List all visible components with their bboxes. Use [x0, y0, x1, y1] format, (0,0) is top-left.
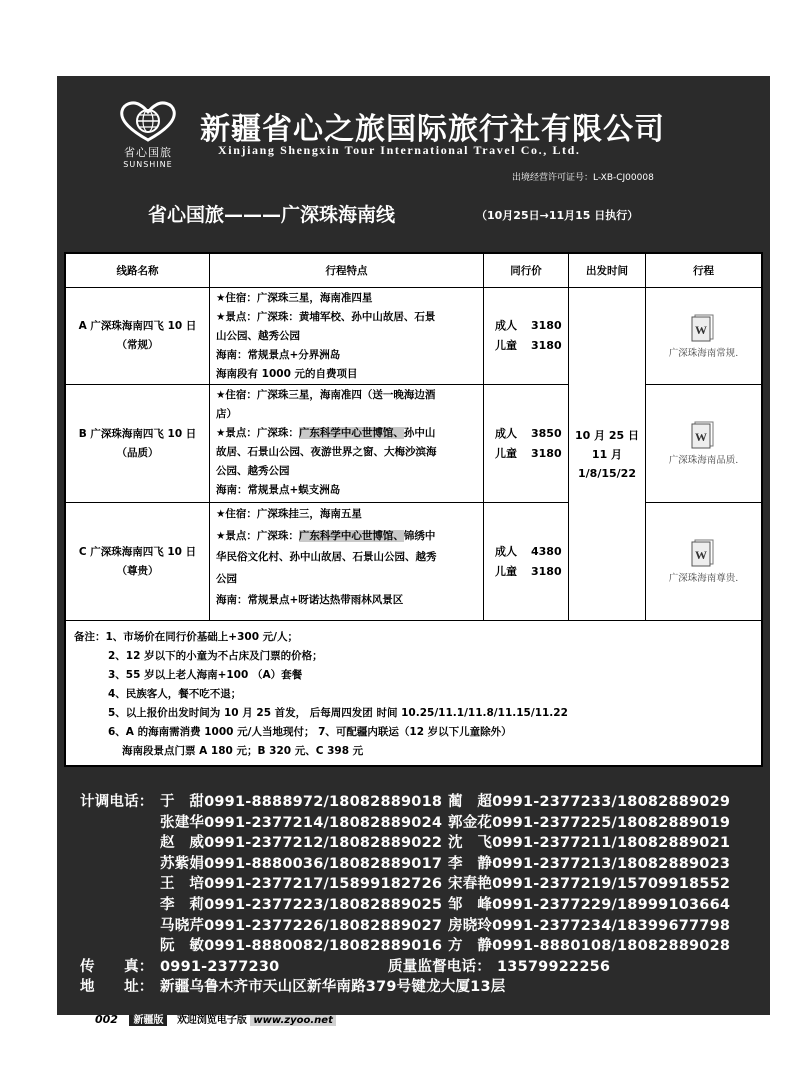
contact-entry: 邹 峰0991-2377229/18999103664	[448, 896, 731, 913]
doc-label[interactable]: 广深珠海南常规.	[668, 347, 739, 359]
route-title: 省心国旅———广深珠海南线	[148, 204, 396, 226]
adult-label: 成人	[495, 319, 517, 332]
company-logo	[115, 100, 181, 169]
route-c-title: C 广深珠海南四飞 10 日	[78, 545, 197, 558]
note-line: 5、以上报价出发时间为 10 月 25 首发， 后每周四发团 时间 10.25/11.1/11.8/11.15/11.22	[108, 707, 568, 719]
route-b-tier: （品质）	[116, 446, 159, 459]
contact-entry: 苏紫娟0991-8880036/18082889017	[160, 855, 443, 872]
departure-dates	[569, 288, 646, 621]
adult-price: 4380	[531, 544, 562, 558]
highlighted-attraction: 广东科学中心世博馆、	[298, 427, 404, 439]
contact-entry: 李 莉0991-2377223/18082889025	[160, 896, 443, 913]
route-a-tier: （常规）	[116, 339, 159, 351]
feature-text: 锦绣中	[403, 529, 436, 542]
adult-label: 成人	[495, 544, 517, 558]
route-b-feature-line: 公园、越秀公园	[216, 465, 290, 477]
route-b-features	[210, 385, 484, 503]
contact-entry: 赵 威0991-2377212/18082889022	[160, 835, 443, 852]
route-b-feature-line	[216, 424, 477, 443]
feature-text: ★景点：广深珠：	[216, 529, 299, 542]
route-period: （10月25日→11月15 日执行）	[476, 209, 639, 222]
route-a-doc[interactable]	[646, 288, 761, 385]
website-link[interactable]: www.zyoo.net	[250, 1015, 335, 1026]
itinerary-panel	[64, 252, 763, 767]
header-features: 行程特点	[210, 254, 484, 288]
contact-entry: 沈 飞0991-2377211/18082889021	[448, 835, 731, 852]
company-name-en: Xinjiang Shengxin Tour International Travel Co., Ltd.	[218, 143, 581, 157]
route-a-price	[484, 288, 569, 385]
contact-entry: 王 培0991-2377217/15899182726	[160, 876, 443, 893]
supervision-number: 13579922256	[497, 958, 611, 975]
adult-price: 3850	[531, 426, 562, 440]
contact-entry: 房晓玲0991-2377234/18399677798	[448, 917, 731, 934]
word-document-icon[interactable]	[691, 314, 717, 342]
supervision-label: 质量监督电话：	[388, 958, 491, 975]
feature-text: 孙中山	[403, 427, 436, 439]
notes	[74, 628, 568, 761]
word-document-icon[interactable]	[691, 539, 717, 567]
route-a-name	[66, 288, 210, 385]
feature-text: ★景点：广深珠：	[216, 427, 299, 439]
address-text: 新疆乌鲁木齐市天山区新华南路379号键龙大厦13层	[160, 979, 506, 996]
route-a-feature-line: 海南：常规景点+分界洲岛	[216, 349, 341, 361]
note-line: 海南段景点门票 A 180 元；B 320 元、C 398 元	[122, 745, 364, 757]
header-itinerary: 行程	[646, 254, 761, 288]
route-a-feature-line: ★景点：广深珠：黄埔军校、孙中山故居、石景	[216, 311, 436, 323]
route-c-feature-line: 海南：常规景点+呀诺达热带雨林风景区	[216, 594, 404, 606]
logo-en-text: SUNSHINE	[123, 160, 173, 169]
route-c-feature-line: 华民俗文化村、孙中山故居、石景山公园、越秀	[216, 551, 437, 563]
route-c-tier: （尊贵）	[116, 564, 159, 577]
route-c-features	[210, 503, 484, 621]
route-b-doc[interactable]	[646, 385, 761, 503]
header-route-name: 线路名称	[66, 254, 210, 288]
child-price: 3180	[531, 446, 562, 460]
svg-text:W: W	[694, 322, 707, 337]
route-b-price	[484, 385, 569, 503]
header-peer-price: 同行价	[484, 254, 569, 288]
adult-label: 成人	[495, 426, 517, 440]
route-b-name	[66, 385, 210, 503]
child-label: 儿童	[495, 446, 517, 460]
contact-entry: 蔺 超0991-2377233/18082889029	[448, 794, 731, 810]
child-label: 儿童	[495, 339, 517, 352]
contact-entry: 郭金花0991-2377225/18082889019	[448, 814, 731, 831]
contact-entry: 马晓芹0991-2377226/18082889027	[160, 917, 443, 934]
route-c-feature-line	[216, 526, 477, 548]
route-c-price	[484, 503, 569, 621]
departure-line: 11 月	[591, 447, 623, 461]
heart-globe-logo-icon	[118, 100, 178, 142]
page-footer	[95, 1011, 336, 1026]
note-line: 4、民族客人，餐不吃不退；	[108, 688, 242, 700]
route-c-feature-line: 公园	[216, 572, 237, 585]
contact-entry: 宋春艳0991-2377219/15709918552	[448, 876, 731, 893]
fax-label: 传 真：	[80, 958, 154, 975]
child-price: 3180	[531, 339, 562, 352]
route-c-name	[66, 503, 210, 621]
departure-line: 10 月 25 日	[574, 428, 640, 442]
welcome-text: 欢迎浏览电子版	[176, 1015, 247, 1026]
route-b-feature-line: 故居、石景山公园、夜游世界之窗、大梅沙滨海	[216, 446, 437, 458]
route-b-feature-line: 店）	[216, 408, 237, 420]
logo-cn-text: 省心国旅	[124, 146, 172, 159]
route-b-feature-line: 海南：常规景点+蜈支洲岛	[216, 484, 341, 496]
highlighted-attraction: 广东科学中心世博馆、	[298, 529, 404, 542]
edition-badge: 新疆版	[129, 1015, 167, 1026]
adult-price: 3180	[531, 319, 562, 332]
route-a-feature-line: 山公园、越秀公园	[216, 330, 300, 342]
route-a-title: A 广深珠海南四飞 10 日	[78, 320, 197, 332]
fax-number: 0991-2377230	[160, 958, 280, 975]
contact-entry: 方 静0991-8880108/18082889028	[448, 938, 731, 955]
svg-text:W: W	[694, 548, 707, 562]
svg-text:W: W	[694, 430, 707, 444]
route-b-feature-line: ★住宿：广深珠三星，海南准四（送一晚海边酒	[216, 389, 436, 401]
note-line: 3、55 岁以上老人海南+100 （A）套餐	[108, 669, 303, 681]
address-label: 地 址：	[80, 979, 154, 996]
note-line: 备注：1、市场价在同行价基础上+300 元/人；	[74, 631, 299, 643]
doc-label[interactable]: 广深珠海南尊贵.	[668, 573, 739, 584]
note-line: 6、A 的海南需消费 1000 元/人当地现付； 7、可配疆内联运（12 岁以下儿童除外）	[108, 726, 512, 738]
route-a-feature-line: ★住宿：广深珠三星，海南准四星	[216, 292, 373, 304]
route-c-doc[interactable]	[646, 503, 761, 621]
note-line: 2、12 岁以下的小童为不占床及门票的价格；	[108, 650, 323, 662]
route-b-title: B 广深珠海南四飞 10 日	[78, 427, 197, 440]
route-a-feature-line: 海南段有 1000 元的自费项目	[216, 368, 358, 380]
contact-entry: 张建华0991-2377214/18082889024	[160, 814, 443, 831]
license-number: 出境经营许可证号：L-XB-CJ00008	[512, 173, 654, 183]
page-number: 002	[95, 1013, 118, 1026]
word-document-icon[interactable]	[691, 421, 717, 449]
departure-line: 1/8/15/22	[578, 466, 636, 480]
doc-label[interactable]: 广深珠海南品质.	[668, 455, 739, 466]
contact-entry: 李 静0991-2377213/18082889023	[448, 855, 731, 872]
contact-entry: 于 甜0991-8888972/18082889018	[160, 794, 443, 810]
contact-entry: 阮 敏0991-8880082/18082889016	[160, 938, 443, 955]
header-departure: 出发时间	[569, 254, 646, 288]
company-name-cn: 新疆省心之旅国际旅行社有限公司	[200, 112, 665, 147]
contacts-label: 计调电话：	[80, 794, 154, 810]
route-c-feature-line: ★住宿：广深珠挂三，海南五星	[216, 508, 362, 520]
child-label: 儿童	[495, 564, 517, 578]
child-price: 3180	[531, 564, 562, 578]
route-a-features	[210, 288, 484, 385]
